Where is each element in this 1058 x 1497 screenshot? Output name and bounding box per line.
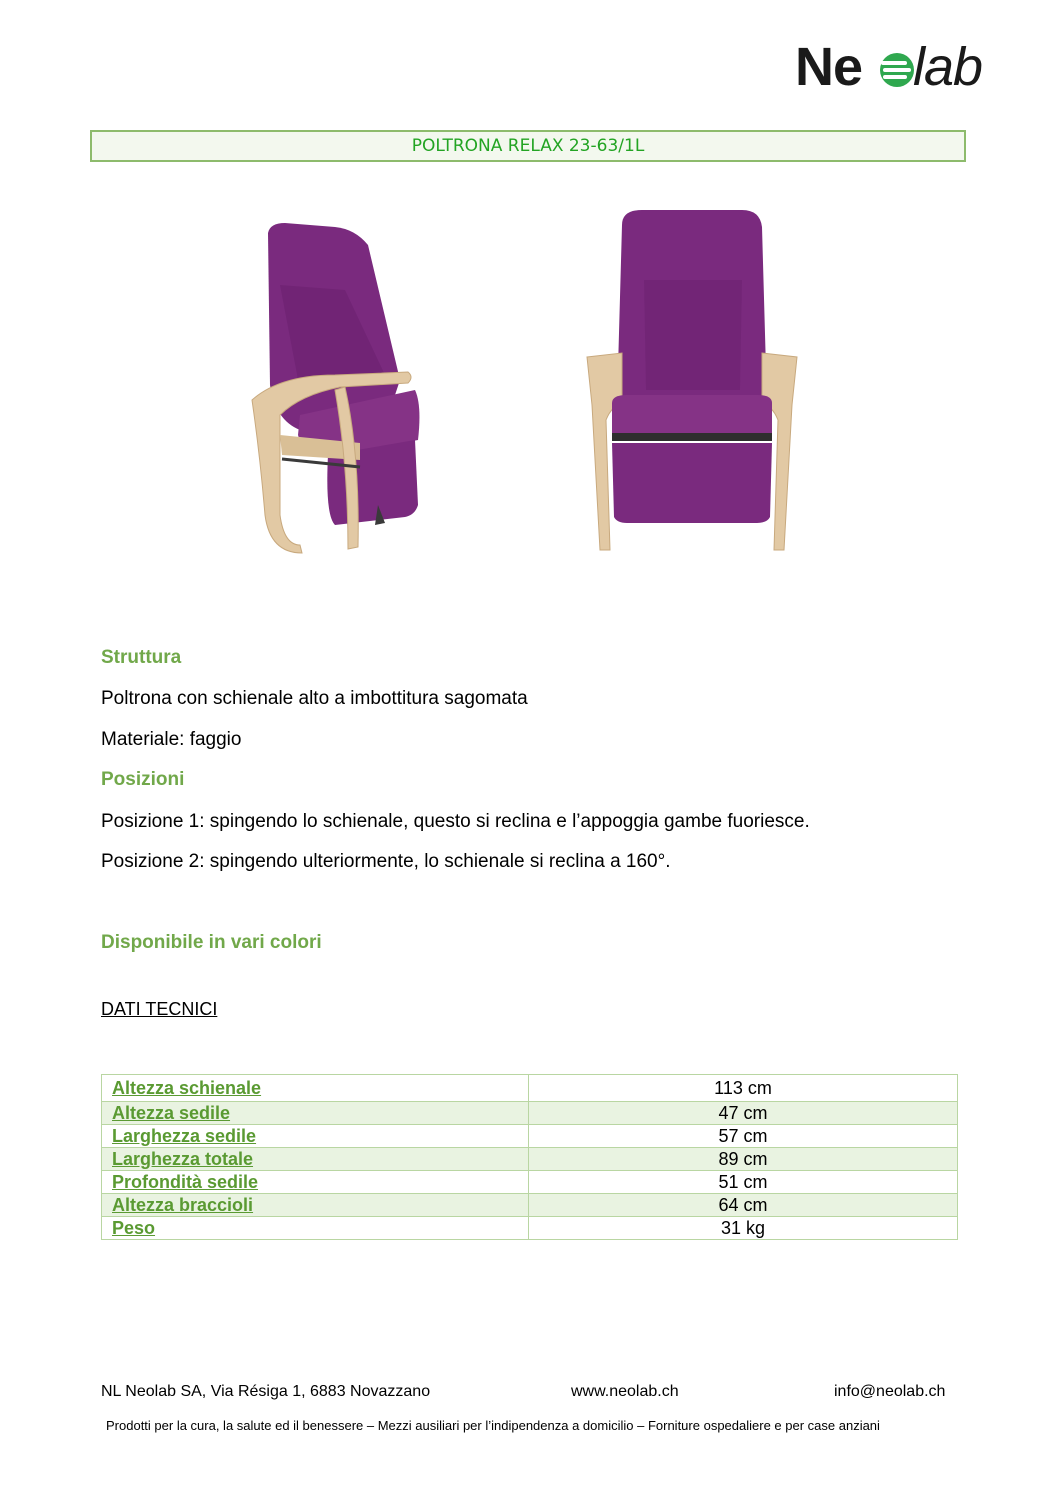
neolab-logo [793,36,1015,100]
table-row [102,1148,958,1171]
chair-side-image [240,215,425,560]
posizioni-line-1: Posizione 1: spingendo lo schienale, questo si reclina e l’appoggia gambe fuoriesce. [101,811,810,832]
spec-label: Peso [102,1217,529,1240]
spec-label: Altezza schienale [102,1075,529,1102]
table-row [102,1217,958,1240]
spec-value: 47 cm [529,1102,958,1125]
product-title-box [90,130,966,162]
product-title: POLTRONA RELAX 23-63/1L [411,136,645,156]
logo-hand-icon [878,46,916,90]
posizioni-line-2: Posizione 2: spingendo ulteriormente, lo schienale si reclina a 160°. [101,851,671,872]
spec-value: 113 cm [529,1075,958,1102]
posizioni-heading: Posizioni [101,769,185,790]
footer-tagline: Prodotti per la cura, la salute ed il benessere – Mezzi ausiliari per l’indipendenza a domicilio – Forniture ospedaliere e per case anziani [106,1418,880,1433]
table-row [102,1102,958,1125]
table-row [102,1171,958,1194]
chair-front-image [582,205,802,560]
footer-address: NL Neolab SA, Via Résiga 1, 6883 Novazzano [101,1383,431,1400]
spec-value: 64 cm [529,1194,958,1217]
spec-label: Larghezza sedile [102,1125,529,1148]
spec-label: Altezza sedile [102,1102,529,1125]
spec-label: Larghezza totale [102,1148,529,1171]
struttura-heading: Struttura [101,647,182,668]
spec-value: 31 kg [529,1217,958,1240]
struttura-line-1: Poltrona con schienale alto a imbottitura sagomata [101,688,528,709]
spec-value: 57 cm [529,1125,958,1148]
spec-label: Altezza braccioli [102,1194,529,1217]
table-row [102,1125,958,1148]
colori-heading: Disponibile in vari colori [101,932,322,953]
struttura-line-2: Materiale: faggio [101,729,242,750]
footer-email[interactable]: info@neolab.ch [834,1383,946,1400]
specs-table [101,1074,958,1240]
logo-text-lab: lab [913,37,983,97]
table-row [102,1075,958,1102]
spec-label: Profondità sedile [102,1171,529,1194]
footer-website[interactable]: www.neolab.ch [571,1383,679,1400]
logo-text-ne: Ne [795,37,863,97]
dati-tecnici-title: DATI TECNICI [101,999,218,1019]
spec-value: 51 cm [529,1171,958,1194]
table-row [102,1194,958,1217]
spec-value: 89 cm [529,1148,958,1171]
